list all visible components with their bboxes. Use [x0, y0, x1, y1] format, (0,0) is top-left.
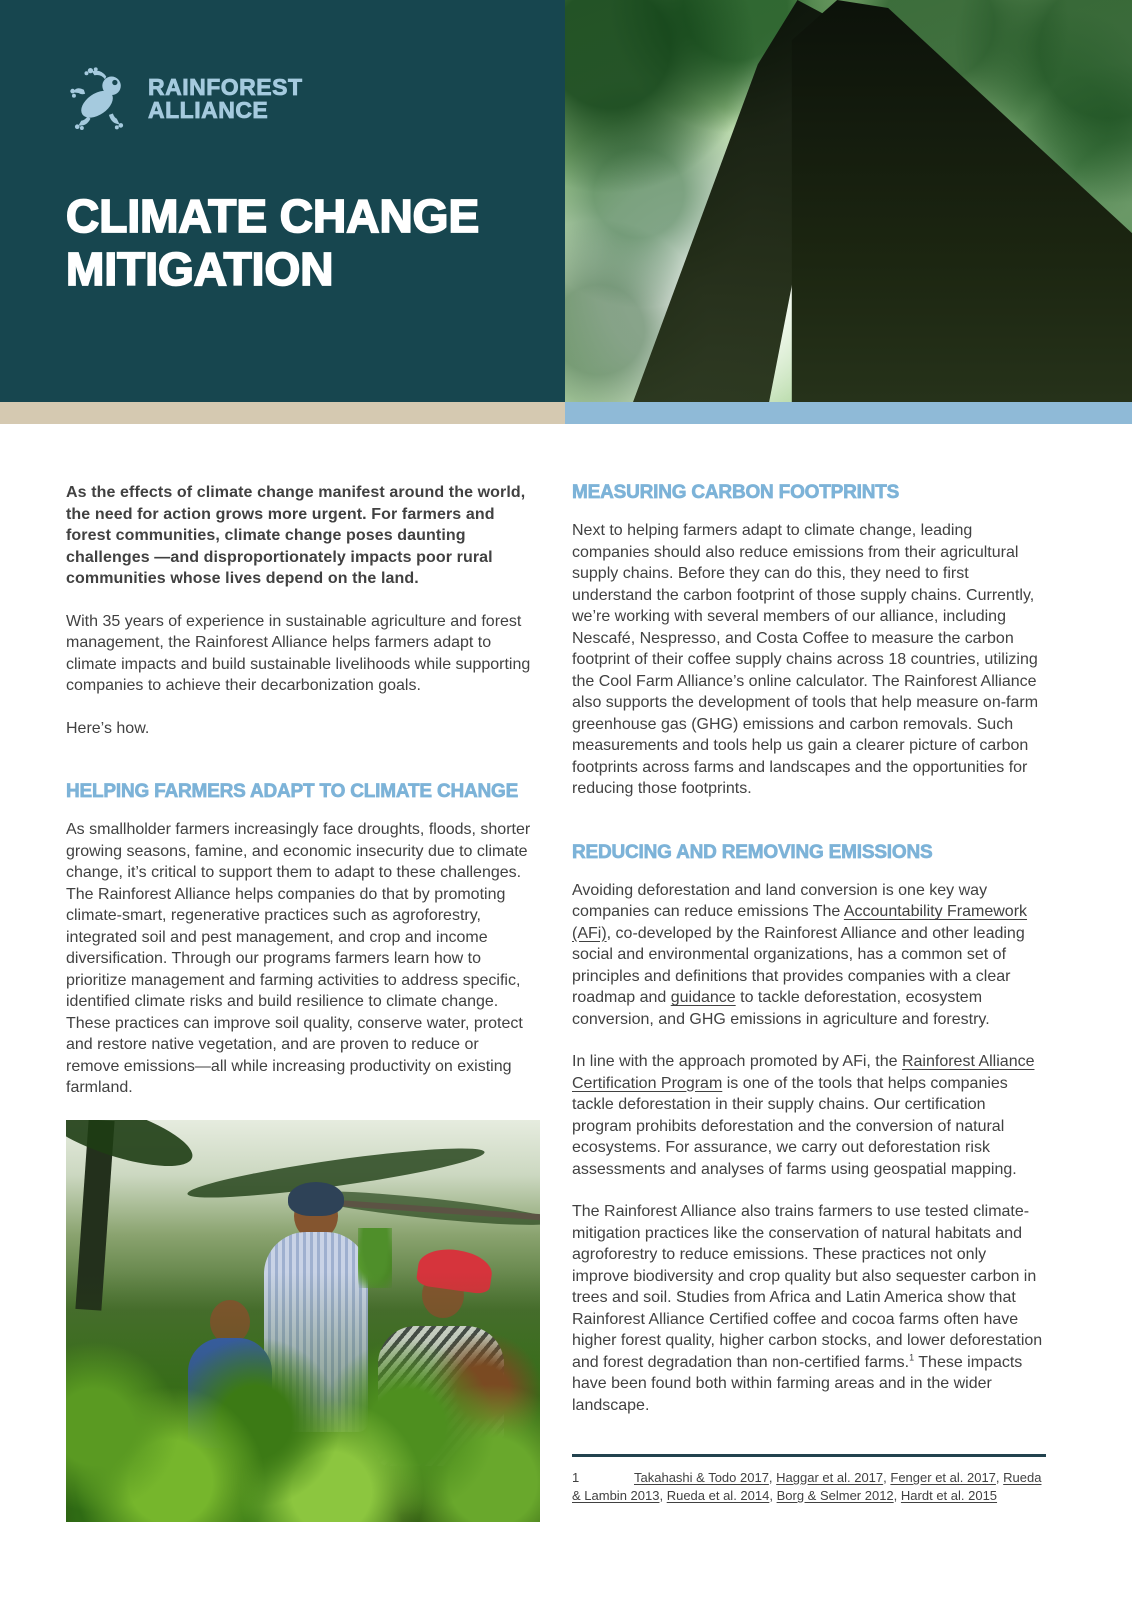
- footnote-reference: 1: [909, 1352, 915, 1363]
- body-paragraph: Here’s how.: [66, 719, 150, 737]
- citation-separator: ,: [893, 1488, 898, 1503]
- left-column: [66, 482, 536, 1522]
- foreground-foliage: [66, 1272, 540, 1521]
- citation-link[interactable]: Fenger et al. 2017: [890, 1470, 996, 1485]
- content-columns: [0, 424, 1132, 1522]
- citation-link[interactable]: Borg & Selmer 2012: [776, 1488, 894, 1503]
- page-title: [66, 190, 565, 296]
- body-paragraph: Next to helping farmers adapt to climate change, leading companies should also reduce emissions from their agricultural supply chains. Before they can do this, they need to first understand the carbon footprint of those supply chains. Currently, we’re working with several members of our alliance, including Nescafé, Nespresso, and Costa Coffee to measure the carbon footprint of their coffee supply chains across 18 countries, utilizing the Cool Farm Alliance’s online calculator. The Rainforest Alliance also supports the development of tools that help measure on-farm greenhouse gas (GHG) emissions and carbon removals. Such measurements and tools help us gain a clearer picture of carbon footprints across farms and landscapes and the opportunities for reducing those footprints.: [572, 522, 1039, 797]
- footnote-text: [572, 1469, 1046, 1505]
- title-line1: CLIMATE CHANGE: [66, 190, 480, 242]
- citation-separator: ,: [659, 1488, 664, 1503]
- footnote-marker: 1: [572, 1470, 580, 1485]
- section-heading-helping-farmers: HELPING FARMERS ADAPT TO CLIMATE CHANGE: [66, 781, 519, 802]
- logo-line1: RAINFOREST: [148, 74, 303, 100]
- blue-stripe: [565, 402, 1132, 424]
- text-segment: Avoiding deforestation and land conversion is one key way companies can reduce emissions The: [572, 881, 988, 920]
- section-heading-measuring: MEASURING CARBON FOOTPRINTS: [572, 482, 900, 503]
- body-paragraph: [572, 1201, 1046, 1416]
- certification-program-link[interactable]: Rainforest Alliance Certification Program: [572, 1053, 1035, 1092]
- guidance-link[interactable]: guidance: [670, 989, 736, 1006]
- text-segment: , co-developed by the Rainforest Alliance and other leading social and environmental organizations, has a common set of principles and definitions that provides companies with a clear roadmap and: [572, 924, 1025, 1006]
- body-paragraph: [572, 1051, 1046, 1180]
- text-segment: is one of the tools that helps companies tackle deforestation in their supply chains. Our certification program prohibits deforestation and the conversion of natural ecosystems. For assurance, we carry out deforestation risk assessments and analyses of farms using geospatial mapping.: [572, 1074, 1017, 1178]
- citation-link[interactable]: Rueda & Lambin 2013: [572, 1470, 1042, 1503]
- footnote-block: [572, 1454, 1046, 1505]
- text-segment: These impacts have been found both within farming areas and in the wider landscape.: [572, 1353, 1023, 1414]
- intro-paragraph: As the effects of climate change manifest around the world, the need for action grows more urgent. For farmers and forest communities, climate change poses daunting challenges —and disproportionately impacts poor rural communities whose lives depend on the land.: [66, 484, 526, 587]
- section-heading-reducing: REDUCING AND REMOVING EMISSIONS: [572, 841, 933, 863]
- citation-separator: ,: [883, 1470, 887, 1485]
- citation-link[interactable]: Takahashi & Todo 2017: [634, 1470, 769, 1485]
- text-segment: to tackle deforestation, ecosystem conversion, and GHG emissions in agriculture and forestry.: [572, 989, 990, 1028]
- headscarf: [288, 1182, 344, 1216]
- accountability-framework-link[interactable]: Accountability Framework (AFi): [572, 903, 1028, 942]
- frog-icon: [66, 66, 136, 132]
- forest-canopy-photo: [565, 0, 1132, 402]
- rainforest-alliance-logo: [66, 66, 565, 132]
- text-segment: In line with the approach promoted by AFi, the: [572, 1053, 902, 1070]
- body-paragraph: As smallholder farmers increasingly face droughts, floods, shorter growing seasons, famine, and economic insecurity due to climate change, it’s critical to support them to adapt to these challenges. The Rainforest Alliance helps companies do that by promoting climate-smart, regenerative practices such as agroforestry, integrated soil and pest management, and crop and income diversification. Through our programs farmers learn how to prioritize management and farming activities to address specific, identified climate risks and build resilience to climate change. These practices can improve soil quality, conserve water, protect and restore native vegetation, and are proven to reduce or remove emissions—all while increasing productivity on existing farmland.: [66, 821, 531, 1096]
- header-teal-panel: [0, 0, 565, 402]
- header: [0, 0, 1132, 402]
- footnote-rule: [572, 1454, 1046, 1457]
- farmers-nursery-photo: [66, 1120, 540, 1522]
- logo-wordmark: [148, 76, 303, 122]
- citation-link[interactable]: Haggar et al. 2017: [776, 1470, 884, 1485]
- title-line2: MITIGATION: [66, 243, 334, 295]
- text-segment: The Rainforest Alliance also trains farmers to use tested climate-mitigation practices like the conservation of natural habitats and agroforestry to reduce emissions. These practices not only improve biodiversity and crop quality but also sequester carbon in trees and soil. Studies from Africa and Latin America show that Rainforest Alliance Certified coffee and cocoa farms often have higher forest quality, higher carbon stocks, and lower deforestation and forest degradation than non-certified farms.: [572, 1203, 1043, 1371]
- logo-line2: ALLIANCE: [148, 97, 269, 123]
- citation-separator: ,: [995, 1470, 1000, 1485]
- body-paragraph: [572, 880, 1046, 1031]
- right-column: [572, 482, 1046, 1522]
- beige-stripe: [0, 402, 565, 424]
- divider-stripes: [0, 402, 1132, 424]
- citation-link[interactable]: Rueda et al. 2014: [666, 1488, 770, 1503]
- citation-separator: ,: [769, 1488, 773, 1503]
- citation-separator: ,: [768, 1470, 773, 1485]
- body-paragraph: With 35 years of experience in sustainable agriculture and forest management, the Rainforest Alliance helps farmers adapt to climate impacts and build sustainable livelihoods while supporting companies to achieve their decarbonization goals.: [66, 612, 531, 694]
- citation-link[interactable]: Hardt et al. 2015: [900, 1488, 998, 1503]
